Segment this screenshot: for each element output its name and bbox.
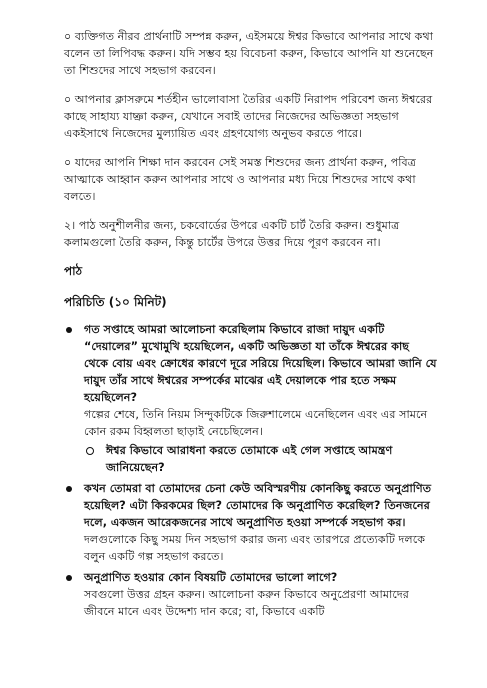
bullet-answer: সবগুলো উত্তর গ্রহন করুন। আলোচনা করুন কিভাবে অনুপ্রেরণা আমাদের জীবনে মানে এবং উদ্দেশ্য দান করে; বা, কিভাবে একটি: [84, 588, 409, 618]
bullet-icon: [66, 327, 72, 333]
list-item: [64, 321, 437, 476]
paragraph-pray-for-children: ০ যাদের আপনি শিক্ষা দান করবেন সেই সমস্ত শিশুদের জন্য প্রার্থনা করুন, পবিত্র আত্মাকে আহ্বান করুন আপনার সাথে ও আপনার মধ্য দিয়ে শিশুদের সাথে কথা বলতে।: [64, 156, 416, 203]
intro-bullet-list: [64, 321, 437, 620]
list-item: [64, 480, 437, 565]
hollow-bullet-icon: [86, 447, 94, 455]
intro-heading: পরিচিতি (১০ মিনিট): [64, 295, 167, 309]
paragraph-chart-instruction: ২। পাঠ অনুশীলনীর জন্য, চকবোর্ডের উপরে একটি চার্ট তৈরি করুন। শুধুমাত্র কলামগুলো তৈরি করুন, কিন্তু চার্টের উপরে উত্তর দিয়ে পূরণ করবেন না।: [64, 219, 400, 249]
bullet-icon: [66, 486, 72, 492]
sub-list-item: [84, 442, 437, 476]
lesson-heading: পাঠ: [64, 264, 83, 278]
sub-bullet-list: [84, 442, 437, 476]
bullet-question: অনুপ্রাণিত হওয়ার কোন বিষয়টি তোমাদের ভালো লাগে?: [84, 571, 338, 584]
list-item: [64, 569, 437, 620]
sub-bullet-question: ঈশ্বর কিভাবে আরাধনা করতে তোমাকে এই গেল সপ্তাহে আমন্ত্রণ জানিয়েছেন?: [106, 444, 393, 474]
bullet-answer: দলগুলোকে কিছু সময় দিন সহভাগ করার জন্য এবং তারপরে প্রত্যেকটি দলকে বলুন একটি গল্প সহভাগ করতে।: [84, 533, 426, 563]
bullet-answer: গল্পের শেষে, তিনি নিয়ম সিন্দুকটিকে জিরুশালেমে এনেছিলেন এবং এর সামনে কোন রকম বিহ্বলতা ছাড়াই নেচেছিলেন।: [84, 408, 428, 438]
bullet-question: গত সপ্তাহে আমরা আলোচনা করেছিলাম কিভাবে রাজা দায়ুদ একটি “দেয়ালের” মুখোমুখি হয়েছিলেন, একটি অভিজ্ঞতা যা তাঁকে ঈশ্বরের কাছ থেকে বোয় এবং ক্রোধের কারণে দূরে সরিয়ে দিয়েছিল। কিভাবে আমরা জানি যে দায়ুদ তাঁর সাথে ঈশ্বরের সম্পর্কের মাঝের এই দেয়ালকে পার হতে সক্ষম হয়েছিলেন?: [84, 323, 437, 404]
bullet-icon: [66, 575, 72, 581]
paragraph-safe-environment: ০ আপনার ক্লাসরুমে শর্তহীন ভালোবাসা তৈরির একটি নিরাপদ পরিবেশ জন্য ঈশ্বরের কাছে সাহায্য যাচ্ঞা করুন, যেখানে সবাই তাদের নিজেদের অভিজ্ঞতা সহভাগ একইসাথে নিজেদের মুল্যায়িত এবং গ্রহণযোগ্য অনুভব করতে পারে।: [64, 93, 433, 140]
bullet-question: কখন তোমরা বা তোমাদের চেনা কেউ অবিস্মরণীয় কোনকিছু করতে অনুপ্রাণিত হয়েছিল? এটা কিরকমের ছিল? তোমাদের কি অনুপ্রাণিত করেছিল? তিনজনের দলে, একজন আরেকজনের সাথে অনুপ্রাণিত হওয়া সম্পর্কে সহভাগ কর।: [84, 482, 432, 529]
paragraph-silent-prayer: ০ ব্যক্তিগত নীরব প্রার্থনাটি সম্পন্ন করুন, এইসময়ে ঈশ্বর কিভাবে আপনার সাথে কথা বলেন তা লিপিবদ্ধ করুন। যদি সম্ভব হয় বিবেচনা করুন, কিভাবে আপনি যা শুনেছেন তা শিশুদের সাথে সহভাগ করবেন।: [64, 30, 434, 77]
